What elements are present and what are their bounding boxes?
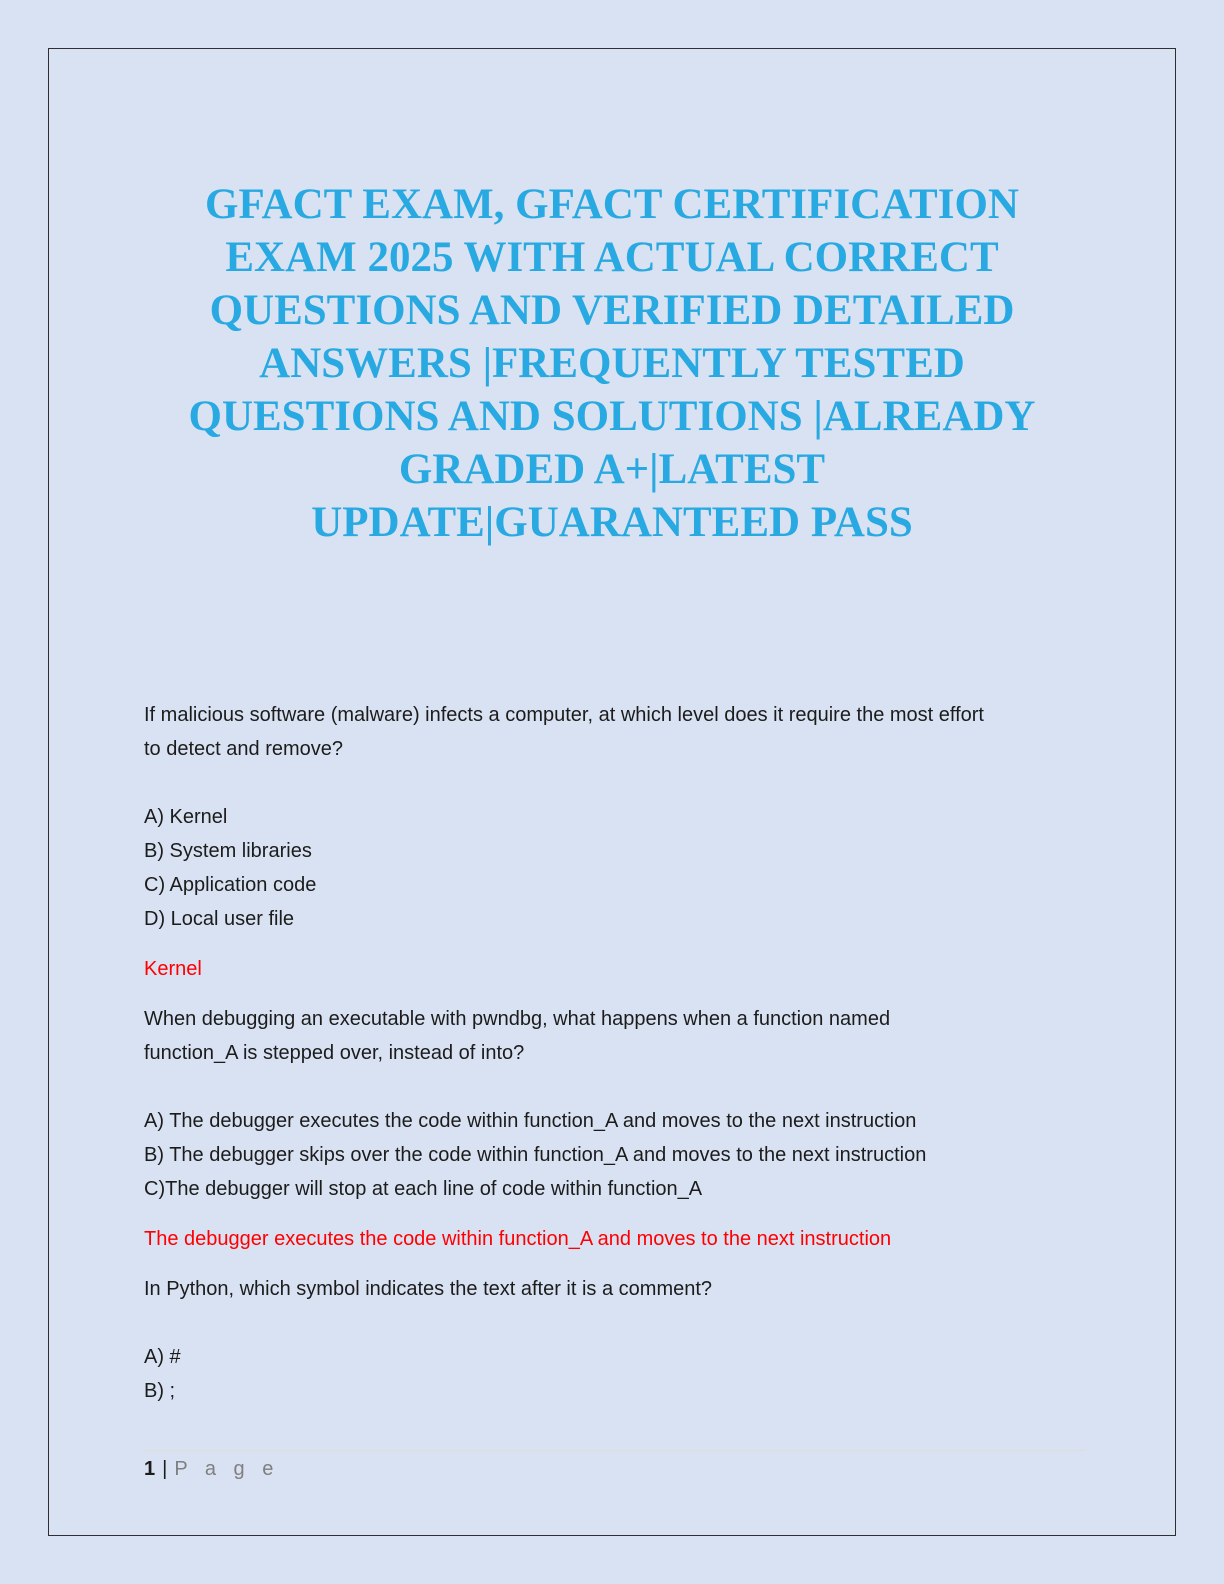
- option-a: A) Kernel: [144, 806, 228, 828]
- footer-separator: |: [162, 1458, 168, 1480]
- question-line: to detect and remove?: [144, 738, 344, 760]
- option-a: A) #: [144, 1346, 181, 1368]
- footer-page-label: P a g e: [174, 1458, 280, 1480]
- question-3-text: [144, 1272, 1084, 1306]
- document-body: [144, 698, 1084, 1408]
- question-1-options: [144, 800, 1084, 936]
- title-line: QUESTIONS AND SOLUTIONS |ALREADY: [188, 393, 1036, 440]
- option-b: B) ;: [144, 1380, 176, 1402]
- question-2-answer: The debugger executes the code within function_A and moves to the next instruction: [144, 1228, 892, 1250]
- title-line: QUESTIONS AND VERIFIED DETAILED: [209, 287, 1015, 334]
- question-2-options: [144, 1104, 1084, 1206]
- question-1-text: [144, 698, 1084, 766]
- title-line: ANSWERS |FREQUENTLY TESTED: [259, 340, 965, 387]
- title-line: GFACT EXAM, GFACT CERTIFICATION: [205, 181, 1019, 228]
- option-b: B) System libraries: [144, 840, 312, 862]
- option-d: D) Local user file: [144, 908, 295, 930]
- question-3-options: [144, 1340, 1084, 1408]
- question-line: function_A is stepped over, instead of into?: [144, 1042, 525, 1064]
- document-title: [49, 178, 1175, 549]
- question-line: When debugging an executable with pwndbg, what happens when a function named: [144, 1008, 891, 1030]
- question-line: In Python, which symbol indicates the text after it is a comment?: [144, 1278, 713, 1300]
- option-b: B) The debugger skips over the code within function_A and moves to the next instruction: [144, 1144, 927, 1166]
- title-line: EXAM 2025 WITH ACTUAL CORRECT: [225, 234, 999, 281]
- page-number: 1: [144, 1458, 156, 1480]
- option-c: C)The debugger will stop at each line of code within function_A: [144, 1178, 703, 1200]
- question-line: If malicious software (malware) infects a computer, at which level does it require the most effort: [144, 704, 984, 726]
- question-2-text: [144, 1002, 1084, 1070]
- option-c: C) Application code: [144, 874, 317, 896]
- page-border-frame: [48, 48, 1176, 1536]
- page-footer: [144, 1450, 1085, 1481]
- title-line: GRADED A+|LATEST: [398, 446, 826, 493]
- option-a: A) The debugger executes the code within function_A and moves to the next instruction: [144, 1110, 917, 1132]
- title-line: UPDATE|GUARANTEED PASS: [311, 499, 913, 546]
- question-1-answer: Kernel: [144, 958, 202, 980]
